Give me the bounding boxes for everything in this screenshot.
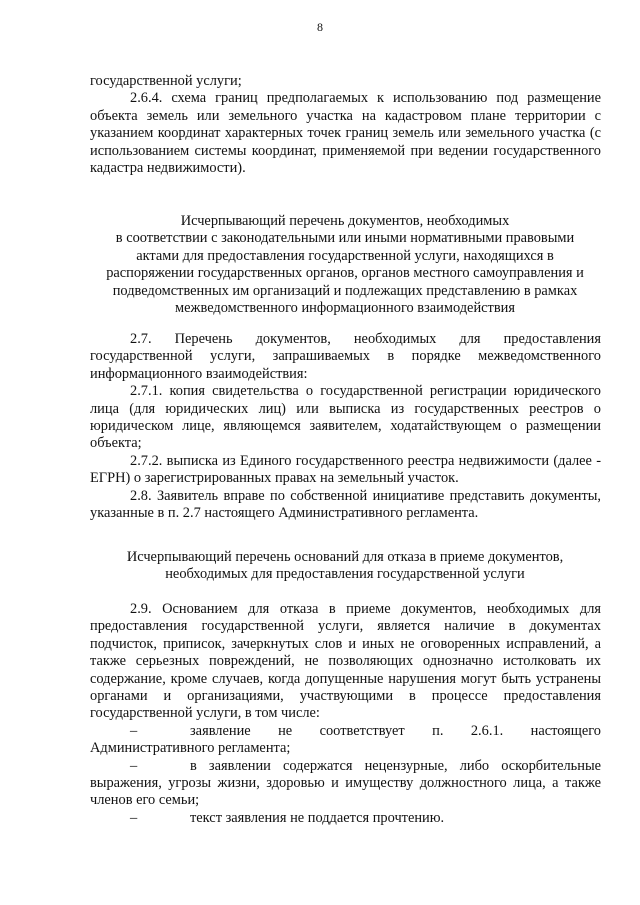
dash-marker: – — [130, 757, 138, 774]
heading-line: в соответствии с законодательными или иными нормативными правовыми — [115, 230, 575, 247]
heading-line: актами для предоставления государственной услуги, находящихся в — [136, 247, 554, 264]
paragraph-2-9: 2.9. Основанием для отказа в приеме документов, необходимых для предоставления государственной услуги, является наличие в документах подчисток, приписок, зачеркнутых слов и иных не оговоренных исправлений, а также серьезных повреждений, не позволяющих однозначно истолковать их содержание, кроме случаев, когда допущенные нарушения могут быть устранены органами и организациями, участвующими в процессе предоставления государственной услуги, в том числе: — [90, 601, 601, 722]
list-item-text: текст заявления не поддается прочтению. — [190, 809, 445, 826]
list-item — [90, 758, 601, 810]
heading-line: Исчерпывающий перечень оснований для отказа в приеме документов, — [126, 549, 564, 565]
list-item — [90, 723, 601, 758]
section-heading-documents — [84, 213, 606, 317]
heading-line: межведомственного информационного взаимодействия — [175, 300, 515, 317]
heading-line: распоряжении государственных органов, органов местного самоуправления и — [106, 265, 584, 282]
heading-line: подведомственных им организаций и подлежащих представлению в рамках — [112, 282, 578, 299]
dash-marker: – — [130, 722, 138, 739]
list-item-text: заявление не соответствует п. 2.6.1. настоящего Административного регламента; — [90, 722, 601, 757]
paragraph-2-6-4: 2.6.4. схема границ предполагаемых к использованию под размещение объекта земель или земельного участка на кадастровом плане территории с указанием координат характерных точек границ земель или земельного участка (с использованием системы координат, применяемой при ведении государственного кадастра недвижимости). — [90, 90, 601, 177]
list-item-text: в заявлении содержатся нецензурные, либо оскорбительные выражения, угрозы жизни, здоровью и имуществу должностного лица, а также членов его семьи; — [90, 757, 601, 809]
section1-body — [90, 331, 601, 522]
heading-line: Исчерпывающий перечень документов, необходимых — [180, 213, 510, 229]
section2-body — [90, 601, 601, 827]
paragraph-2-7: 2.7. Перечень документов, необходимых для предоставления государственной услуги, запрашиваемых в порядке межведомственного информационного взаимодействия: — [90, 331, 601, 382]
paragraph-2-8: 2.8. Заявитель вправе по собственной инициативе представить документы, указанные в п. 2.7 настоящего Административного регламента. — [90, 487, 601, 522]
page-number: 8 — [317, 20, 323, 34]
continuation-text: государственной услуги; — [90, 73, 242, 89]
intro-block — [90, 73, 601, 177]
section-heading-refusal — [84, 549, 606, 584]
paragraph-2-7-2: 2.7.2. выписка из Единого государственного реестра недвижимости (далее - ЕГРН) о зарегистрированных правах на земельный участок. — [90, 452, 601, 487]
list-item — [90, 810, 601, 827]
heading-line: необходимых для предоставления государственной услуги — [165, 566, 525, 583]
dash-marker: – — [130, 809, 138, 826]
paragraph-2-7-1: 2.7.1. копия свидетельства о государственной регистрации юридического лица (для юридических лиц) или выписка из государственных реестров о юридическом лице, являющемся заявителем, ходатайствующем о размещении объекта; — [90, 383, 601, 452]
